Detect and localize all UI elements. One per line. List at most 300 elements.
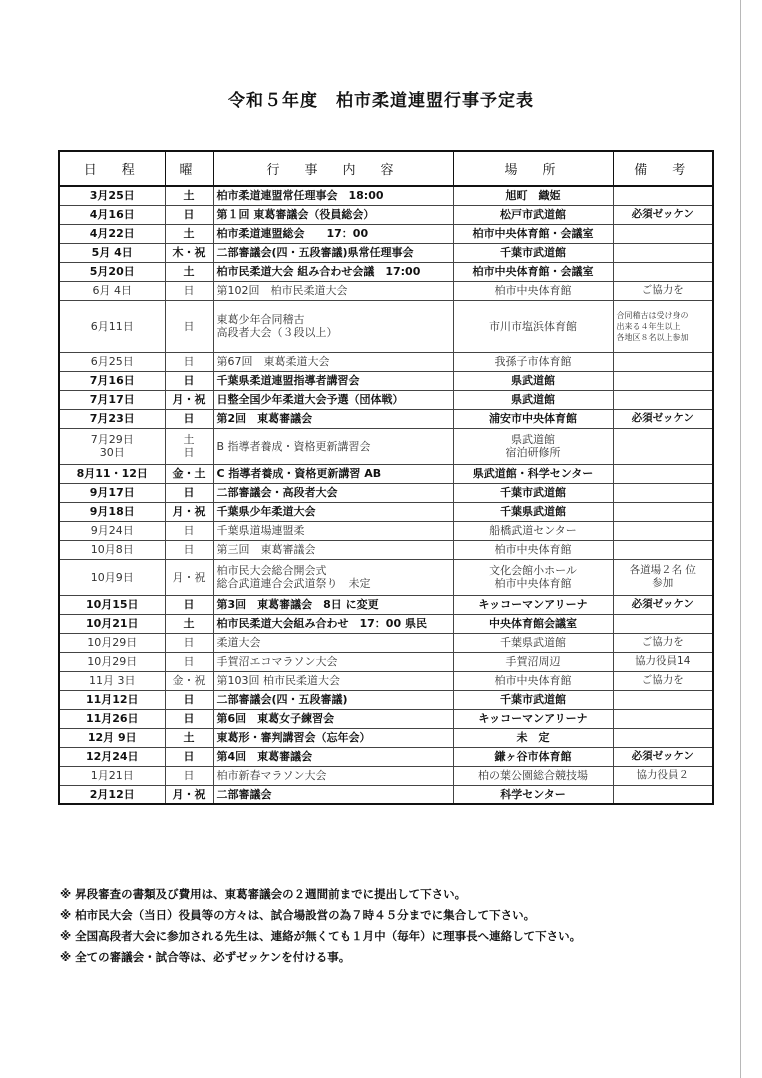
cell-note (613, 595, 713, 614)
cell-day (165, 281, 213, 300)
cell-event (213, 728, 453, 747)
cell-note (613, 521, 713, 540)
cell-day-text: 月・祝 (172, 505, 206, 518)
cell-event-text: 柔道大会 (216, 636, 261, 649)
cell-event (213, 633, 453, 652)
cell-note (613, 502, 713, 521)
cell-event (213, 409, 453, 428)
cell-day-text: 金・土 (172, 467, 206, 480)
cell-note-text: ご協力を (641, 674, 684, 686)
cell-event (213, 281, 453, 300)
header-venue: 場 所 (453, 151, 613, 186)
cell-day (165, 464, 213, 483)
cell-note (613, 766, 713, 785)
cell-event-text: 第4回 東葛審議会 (216, 750, 313, 763)
cell-event-text: 二部審議会・高段者大会 (216, 486, 338, 499)
cell-day-text: 日 (183, 446, 195, 459)
cell-note (613, 464, 713, 483)
cell-venue-text: 文化会館小ホール (489, 564, 577, 577)
header-day: 曜 (165, 151, 213, 186)
table-row (59, 428, 713, 464)
cell-event-text: 高段者大会（３段以上） (216, 326, 338, 339)
cell-date (59, 690, 165, 709)
cell-day-text: 金・祝 (172, 674, 206, 687)
cell-day (165, 300, 213, 352)
cell-note-text: 必須ゼッケン (631, 208, 694, 220)
table-row (59, 690, 713, 709)
cell-event (213, 243, 453, 262)
cell-event (213, 614, 453, 633)
cell-day-text: 日 (183, 598, 195, 611)
cell-date-text: 7月16日 (89, 374, 135, 387)
cell-note (613, 262, 713, 281)
cell-note-text: ご協力を (641, 636, 684, 648)
cell-event (213, 595, 453, 614)
cell-date (59, 671, 165, 690)
table-row (59, 540, 713, 559)
cell-venue (453, 281, 613, 300)
cell-venue-text: 柏市中央体育館 (494, 577, 572, 590)
cell-event-text: 日整全国少年柔道大会予選（団体戦） (216, 393, 404, 406)
cell-day-text: 日 (183, 750, 195, 763)
cell-day (165, 262, 213, 281)
cell-date-text: 5月20日 (89, 265, 135, 278)
cell-event (213, 671, 453, 690)
cell-venue-text: キッコーマンアリーナ (478, 712, 588, 725)
cell-venue (453, 671, 613, 690)
cell-date-text: 3月25日 (89, 189, 135, 203)
cell-venue (453, 409, 613, 428)
cell-date (59, 633, 165, 652)
cell-day (165, 243, 213, 262)
cell-event-text: 第三回 東葛審議会 (216, 543, 316, 556)
cell-venue (453, 186, 613, 205)
cell-day-text: 土 (183, 731, 195, 744)
cell-event (213, 709, 453, 728)
cell-day (165, 766, 213, 785)
table-row (59, 671, 713, 690)
cell-event-text: 柏市民柔道大会組み合わせ 17：00 県民 (216, 617, 427, 630)
cell-event (213, 224, 453, 243)
table-row (59, 595, 713, 614)
cell-event-text: 東葛形・審判講習会（忘年会） (216, 731, 371, 744)
cell-note-text: 各道場２名 位 (629, 564, 696, 576)
cell-event (213, 352, 453, 371)
cell-day-text: 土 (183, 227, 195, 240)
cell-event (213, 262, 453, 281)
cell-venue-text: 船橋武道センター (489, 524, 577, 537)
cell-note (613, 540, 713, 559)
cell-note (613, 390, 713, 409)
cell-date-text: 6月25日 (90, 355, 134, 368)
cell-event (213, 428, 453, 464)
cell-day-text: 木・祝 (172, 246, 206, 259)
cell-event (213, 785, 453, 804)
cell-day (165, 652, 213, 671)
cell-note (613, 728, 713, 747)
cell-note (613, 428, 713, 464)
cell-event (213, 205, 453, 224)
cell-note (613, 709, 713, 728)
cell-event-text: 二部審議会(四・五段審議) (216, 693, 348, 706)
cell-venue-text: 県武道館 (511, 374, 555, 387)
cell-date-text: 12月24日 (85, 750, 139, 763)
cell-venue-text: 市川市塩浜体育館 (489, 319, 577, 333)
cell-date (59, 409, 165, 428)
cell-venue-text: 柏市中央体育館・会議室 (472, 227, 594, 240)
cell-venue-text: 浦安市中央体育館 (489, 412, 577, 425)
cell-event (213, 690, 453, 709)
cell-day-text: 月・祝 (172, 787, 206, 801)
cell-event (213, 747, 453, 766)
table-row (59, 559, 713, 595)
cell-venue (453, 483, 613, 502)
cell-day-text: 日 (183, 769, 195, 782)
cell-day-text: 日 (183, 524, 195, 537)
cell-day (165, 633, 213, 652)
cell-venue (453, 390, 613, 409)
cell-note (613, 633, 713, 652)
cell-venue-text: 松戸市武道館 (500, 208, 566, 221)
table-header-row (59, 151, 713, 186)
cell-day (165, 559, 213, 595)
cell-date-text: 4月22日 (89, 227, 135, 240)
cell-date (59, 540, 165, 559)
cell-note-text: 参加 (652, 577, 674, 589)
cell-date-text: 6月11日 (90, 319, 134, 333)
cell-date (59, 243, 165, 262)
cell-venue-text: 柏の葉公園総合競技場 (478, 769, 588, 782)
cell-date-text: 30日 (99, 446, 125, 459)
table-row (59, 766, 713, 785)
cell-day (165, 671, 213, 690)
note-line: ※ 全国高段者大会に参加される先生は、連絡が無くても１月中（毎年）に理事長へ連絡して下さい。 (60, 929, 582, 943)
table-row (59, 300, 713, 352)
cell-venue-text: 未 定 (516, 731, 550, 744)
cell-venue-text: 千葉県武道館 (500, 636, 566, 649)
cell-date (59, 785, 165, 804)
cell-venue (453, 428, 613, 464)
table-row (59, 352, 713, 371)
cell-note (613, 614, 713, 633)
cell-day-text: 土 (183, 265, 195, 278)
cell-event (213, 371, 453, 390)
table-row (59, 390, 713, 409)
cell-day (165, 483, 213, 502)
cell-date (59, 262, 165, 281)
cell-day (165, 785, 213, 804)
cell-date-text: 7月29日 (90, 433, 134, 446)
cell-date-text: 6月 4日 (92, 284, 132, 297)
cell-date (59, 483, 165, 502)
cell-date (59, 464, 165, 483)
cell-note-text: 必須ゼッケン (631, 750, 694, 762)
cell-event-text: 手賀沼エコマラソン大会 (216, 655, 338, 668)
cell-venue (453, 747, 613, 766)
cell-note (613, 371, 713, 390)
cell-event (213, 652, 453, 671)
table-row (59, 502, 713, 521)
table-row (59, 652, 713, 671)
cell-venue-text: 千葉市武道館 (500, 486, 566, 499)
cell-date-text: 9月18日 (89, 505, 135, 518)
cell-day (165, 428, 213, 464)
cell-date (59, 224, 165, 243)
cell-note (613, 785, 713, 804)
cell-note (613, 559, 713, 595)
cell-date-text: 11月12日 (85, 693, 139, 706)
cell-event-text: 柏市新春マラソン大会 (216, 769, 327, 782)
cell-event-text: 千葉県少年柔道大会 (216, 505, 316, 518)
table-row (59, 747, 713, 766)
cell-day-text: 日 (183, 655, 195, 668)
cell-venue-text: 宿泊研修所 (505, 446, 561, 459)
cell-venue (453, 352, 613, 371)
cell-venue-text: 県武道館・科学センター (472, 467, 594, 480)
cell-venue (453, 690, 613, 709)
cell-date (59, 281, 165, 300)
cell-note (613, 186, 713, 205)
cell-venue-text: 旭町 織姫 (505, 189, 561, 203)
cell-day (165, 390, 213, 409)
cell-day (165, 224, 213, 243)
cell-note (613, 243, 713, 262)
cell-day (165, 409, 213, 428)
cell-date (59, 614, 165, 633)
cell-date (59, 766, 165, 785)
cell-note-text: 協力役員２ (636, 769, 689, 781)
cell-note (613, 205, 713, 224)
cell-date-text: 10月21日 (85, 617, 139, 630)
cell-date-text: 12月 9日 (87, 731, 137, 744)
cell-venue (453, 559, 613, 595)
cell-date-text: 10月29日 (87, 636, 138, 649)
cell-event-text: 柏市柔道連盟総会 17：00 (216, 227, 369, 240)
cell-date (59, 559, 165, 595)
table-row (59, 709, 713, 728)
cell-venue (453, 614, 613, 633)
cell-event-text: 第2回 東葛審議会 (216, 412, 313, 425)
cell-note (613, 224, 713, 243)
cell-day (165, 709, 213, 728)
cell-date (59, 652, 165, 671)
cell-venue-text: 千葉市武道館 (500, 246, 566, 259)
header-event: 行 事 内 容 (213, 151, 453, 186)
cell-event-text: 千葉県道場連盟柔 (216, 524, 305, 537)
cell-event (213, 766, 453, 785)
cell-venue-text: 鎌ヶ谷市体育館 (494, 750, 572, 763)
cell-venue-text: 科学センター (500, 787, 566, 801)
cell-venue (453, 766, 613, 785)
cell-note (613, 483, 713, 502)
table-row (59, 464, 713, 483)
header-note: 備 考 (613, 151, 713, 186)
cell-day (165, 728, 213, 747)
cell-note-text: 必須ゼッケン (631, 598, 694, 610)
cell-day (165, 690, 213, 709)
cell-note (613, 409, 713, 428)
cell-venue (453, 521, 613, 540)
table-row (59, 243, 713, 262)
cell-day (165, 747, 213, 766)
cell-venue-text: 柏市中央体育館・会議室 (472, 265, 594, 278)
cell-venue-text: 柏市中央体育館 (494, 674, 572, 687)
cell-day (165, 521, 213, 540)
cell-date (59, 521, 165, 540)
cell-event (213, 502, 453, 521)
cell-date (59, 728, 165, 747)
cell-event-text: 第3回 東葛審議会 8日 に変更 (216, 598, 379, 611)
cell-day (165, 614, 213, 633)
cell-date (59, 352, 165, 371)
cell-date-text: 11月26日 (85, 712, 139, 725)
cell-day (165, 540, 213, 559)
cell-day (165, 595, 213, 614)
cell-date-text: 1月21日 (90, 769, 134, 782)
cell-event (213, 300, 453, 352)
cell-event-text: 千葉県柔道連盟指導者講習会 (216, 374, 360, 387)
cell-venue (453, 464, 613, 483)
cell-venue-text: 千葉市武道館 (500, 693, 566, 706)
cell-date-text: 10月15日 (85, 598, 139, 611)
cell-event-text: 第67回 東葛柔道大会 (216, 355, 330, 368)
cell-venue (453, 633, 613, 652)
cell-day-text: 日 (183, 208, 195, 221)
cell-day-text: 日 (183, 693, 195, 706)
cell-note (613, 300, 713, 352)
cell-note-text: 必須ゼッケン (631, 412, 694, 424)
cell-note (613, 747, 713, 766)
cell-venue (453, 300, 613, 352)
cell-date-text: 8月11・12日 (76, 467, 148, 480)
cell-date-text: 2月12日 (89, 787, 135, 801)
cell-venue-text: 県武道館 (511, 433, 555, 446)
cell-day-text: 日 (183, 712, 195, 725)
cell-venue-text: 県武道館 (511, 393, 555, 406)
table-row (59, 483, 713, 502)
cell-note-text: 各地区８名以上参加 (616, 332, 689, 342)
cell-venue (453, 224, 613, 243)
cell-day (165, 502, 213, 521)
cell-day-text: 日 (183, 486, 195, 499)
cell-venue-text: 中央体育館会議室 (489, 617, 577, 630)
table-row (59, 224, 713, 243)
table-row (59, 785, 713, 804)
cell-date-text: 10月29日 (87, 655, 138, 668)
note-line: ※ 昇段審査の書類及び費用は、東葛審議会の２週間前までに提出して下さい。 (60, 887, 467, 901)
cell-note (613, 690, 713, 709)
cell-day (165, 186, 213, 205)
schedule-table (58, 150, 714, 805)
note-line: ※ 柏市民大会（当日）役員等の方々は、試合場設営の為７時４５分までに集合して下さい。 (60, 908, 536, 922)
cell-event-text: C 指導者養成・資格更新講習 AB (216, 467, 382, 480)
cell-venue (453, 243, 613, 262)
cell-date-text: 4月16日 (89, 208, 135, 221)
notes-section (60, 884, 740, 968)
cell-note-text: 出来る４年生以上 (616, 321, 681, 331)
schedule-body (59, 186, 713, 804)
cell-note-text: 合同稽古は受け身の (616, 310, 689, 320)
cell-day (165, 371, 213, 390)
cell-event-text: 柏市民柔道大会 組み合わせ会議 17:00 (216, 265, 421, 278)
cell-date-text: 7月17日 (89, 393, 135, 406)
cell-date (59, 186, 165, 205)
cell-day (165, 352, 213, 371)
cell-event-text: 第103回 柏市民柔道大会 (216, 674, 340, 687)
cell-venue (453, 540, 613, 559)
cell-day-text: 日 (183, 412, 195, 425)
cell-day-text: 月・祝 (172, 393, 206, 406)
cell-day-text: 土 (183, 433, 195, 446)
cell-date (59, 709, 165, 728)
cell-event-text: B 指導者養成・資格更新講習会 (216, 439, 371, 453)
cell-day-text: 日 (183, 355, 195, 368)
cell-day-text: 日 (183, 284, 195, 297)
cell-event (213, 521, 453, 540)
cell-venue-text: 千葉県武道館 (500, 505, 566, 518)
header-date: 日 程 (59, 151, 165, 186)
cell-event (213, 483, 453, 502)
note-line: ※ 全ての審議会・試合等は、必ずゼッケンを付ける事。 (60, 950, 351, 964)
cell-venue-text: 柏市中央体育館 (494, 543, 572, 556)
cell-event-text: 第6回 東葛女子練習会 (216, 712, 335, 725)
table-row (59, 614, 713, 633)
cell-note (613, 671, 713, 690)
cell-venue (453, 709, 613, 728)
cell-event (213, 186, 453, 205)
cell-venue (453, 371, 613, 390)
cell-event-text: 柏市柔道連盟常任理事会 18:00 (216, 189, 384, 203)
cell-event (213, 390, 453, 409)
cell-date (59, 205, 165, 224)
cell-event (213, 559, 453, 595)
cell-venue-text: 柏市中央体育館 (494, 284, 572, 297)
table-row (59, 633, 713, 652)
cell-note-text: ご協力を (641, 284, 684, 296)
cell-note-text: 協力役員14 (635, 655, 691, 667)
cell-date (59, 428, 165, 464)
table-row (59, 281, 713, 300)
cell-venue (453, 262, 613, 281)
cell-event-text: 総合武道連合会武道祭り 未定 (216, 577, 371, 590)
cell-date (59, 595, 165, 614)
cell-venue (453, 595, 613, 614)
table-row (59, 186, 713, 205)
cell-day-text: 日 (183, 374, 195, 387)
cell-day (165, 205, 213, 224)
cell-venue-text: 我孫子市体育館 (494, 355, 572, 368)
cell-date-text: 9月24日 (90, 524, 134, 537)
table-row (59, 205, 713, 224)
cell-date (59, 502, 165, 521)
cell-venue (453, 728, 613, 747)
cell-day-text: 土 (183, 189, 195, 203)
cell-note (613, 652, 713, 671)
table-row (59, 371, 713, 390)
cell-note (613, 352, 713, 371)
cell-event-text: 二部審議会 (216, 787, 272, 801)
cell-date (59, 371, 165, 390)
cell-day-text: 土 (183, 617, 195, 630)
cell-venue (453, 502, 613, 521)
cell-date-text: 10月9日 (90, 570, 134, 584)
cell-date-text: 5月 4日 (91, 246, 133, 259)
page-title: 令和５年度 柏市柔道連盟行事予定表 (228, 91, 534, 111)
cell-day-text: 月・祝 (172, 570, 206, 584)
cell-event (213, 540, 453, 559)
cell-day-text: 日 (183, 636, 195, 649)
cell-event-text: 第102回 柏市民柔道大会 (216, 284, 348, 297)
